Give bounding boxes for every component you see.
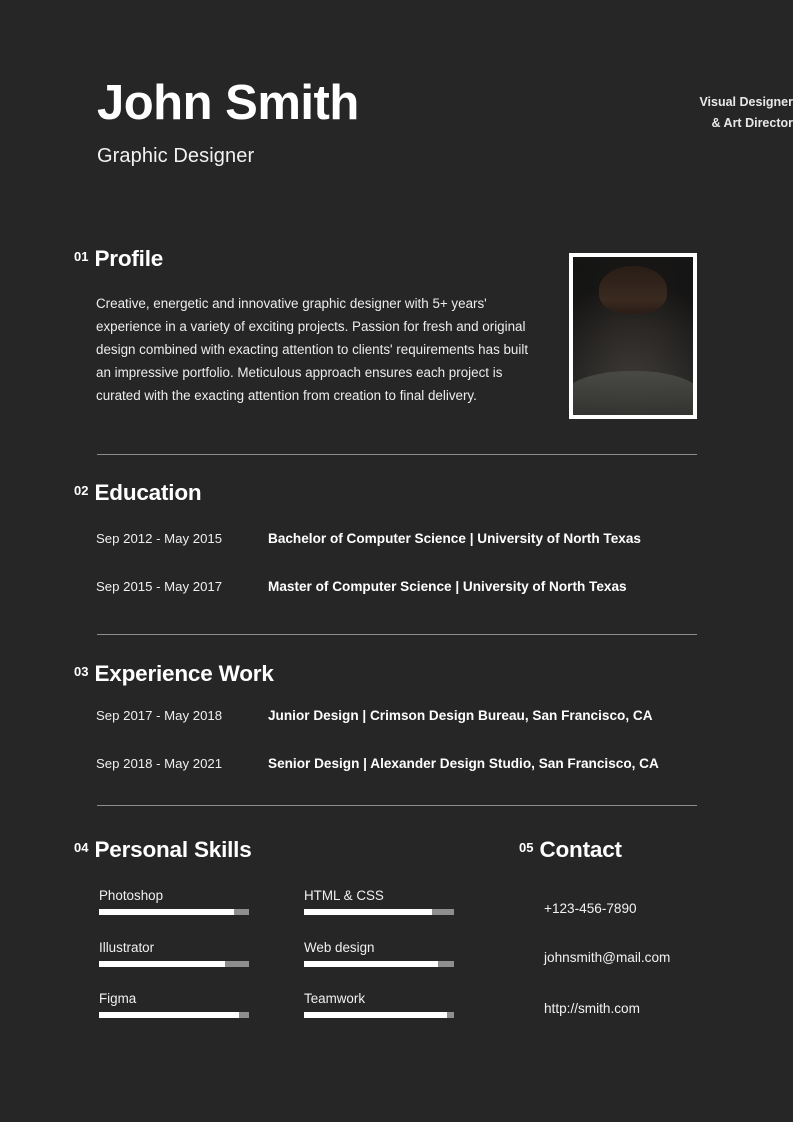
contact-website[interactable]: http://smith.com: [544, 1001, 640, 1016]
section-number: 04: [74, 839, 89, 855]
education-date: Sep 2015 - May 2017: [96, 579, 223, 594]
section-title: Profile: [94, 246, 164, 271]
portrait-shoulder-shape: [569, 371, 697, 419]
skill-bar-fill: [99, 1012, 239, 1018]
job-role: Graphic Designer: [97, 145, 255, 168]
section-number: 02: [74, 482, 89, 498]
header-tagline: [573, 92, 793, 133]
page-title: John Smith: [97, 76, 359, 130]
skill-item: [99, 888, 249, 915]
skill-item: [304, 940, 454, 967]
skill-item: [304, 991, 454, 1018]
experience-row: [96, 756, 659, 771]
education-row: [96, 531, 641, 546]
section-heading-experience: [74, 663, 274, 686]
skill-label: HTML & CSS: [304, 888, 384, 903]
section-number: 01: [74, 248, 89, 264]
skill-label: Web design: [304, 940, 375, 955]
profile-body-text: Creative, energetic and innovative graphic designer with 5+ years' experience in a variety of exciting projects. Passion for fresh and original design combined with exacting attention to clients' requirements has built an impressive portfolio. Meticulous approach ensures each project is curated with the exacting attention from creation to final delivery.: [96, 296, 529, 404]
tagline-line-2: & Art Director: [711, 115, 793, 130]
section-title: Education: [94, 480, 202, 505]
skill-bar: [304, 961, 454, 967]
skill-bar: [99, 961, 249, 967]
skill-label: Figma: [99, 991, 137, 1006]
skill-bar-fill: [99, 909, 234, 915]
divider-profile: [97, 454, 697, 455]
skill-label: Illustrator: [99, 940, 155, 955]
experience-date: Sep 2017 - May 2018: [96, 708, 223, 723]
contact-email[interactable]: johnsmith@mail.com: [544, 950, 671, 965]
skill-bar-fill: [99, 961, 225, 967]
skill-bar: [99, 909, 249, 915]
skill-label: Teamwork: [304, 991, 366, 1006]
education-detail: Master of Computer Science | University of North Texas: [268, 579, 627, 594]
section-heading-contact: [519, 839, 622, 862]
portrait-hair-shape: [599, 266, 666, 313]
experience-detail: Junior Design | Crimson Design Bureau, San Francisco, CA: [268, 708, 653, 723]
section-heading-education: [74, 482, 201, 505]
education-row: [96, 579, 627, 594]
skill-label: Photoshop: [99, 888, 164, 903]
skill-item: [99, 940, 249, 967]
section-title: Contact: [539, 837, 622, 862]
experience-date: Sep 2018 - May 2021: [96, 756, 223, 771]
education-date: Sep 2012 - May 2015: [96, 531, 223, 546]
skill-bar: [304, 909, 454, 915]
experience-detail: Senior Design | Alexander Design Studio, San Francisco, CA: [268, 756, 659, 771]
section-title: Personal Skills: [94, 837, 252, 862]
skill-item: [99, 991, 249, 1018]
tagline-line-1: Visual Designer: [699, 95, 793, 109]
section-number: 03: [74, 663, 89, 679]
education-detail: Bachelor of Computer Science | University of North Texas: [268, 531, 641, 546]
section-heading-skills: [74, 839, 252, 862]
experience-row: [96, 708, 653, 723]
contact-phone[interactable]: +123-456-7890: [544, 901, 637, 916]
skill-item: [304, 888, 454, 915]
divider-experience: [97, 805, 697, 806]
skill-bar-fill: [304, 1012, 447, 1018]
skill-bar: [304, 1012, 454, 1018]
skill-bar-fill: [304, 909, 432, 915]
section-heading-profile: [74, 248, 163, 271]
portrait-photo: [569, 253, 697, 419]
skill-bar-fill: [304, 961, 438, 967]
section-number: 05: [519, 839, 534, 855]
divider-education: [97, 634, 697, 635]
portrait-photo-image: [573, 257, 693, 415]
skill-bar: [99, 1012, 249, 1018]
section-title: Experience Work: [94, 661, 274, 686]
